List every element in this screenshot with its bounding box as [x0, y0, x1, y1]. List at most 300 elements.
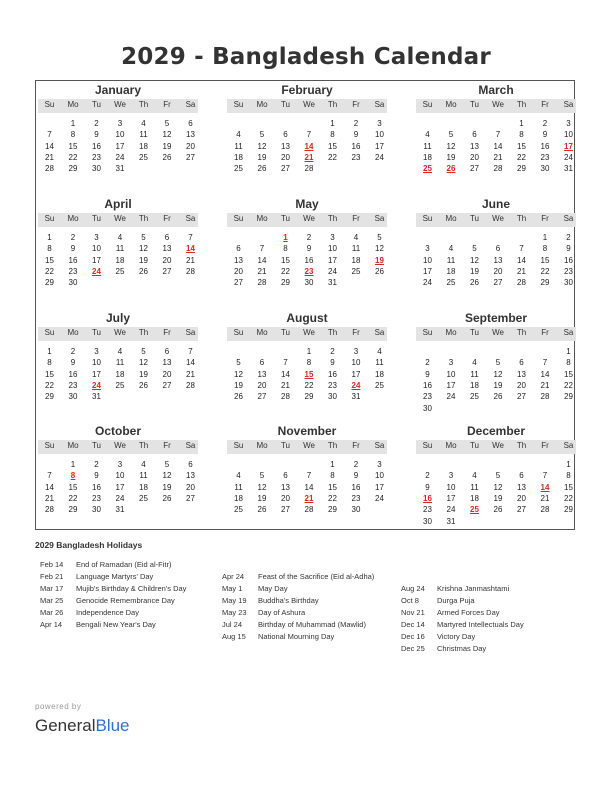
day-cell: 9 [70, 358, 76, 368]
holiday-date: Jul 24 [222, 620, 243, 629]
day-cell: 6 [164, 233, 170, 242]
weekday-label: We [492, 441, 504, 450]
holiday-day-cell: 21 [304, 493, 314, 503]
day-cell: 10 [115, 471, 125, 481]
day-cell: 14 [257, 255, 267, 265]
day-cell: 2 [353, 460, 359, 469]
day-cell: 30 [68, 392, 78, 402]
day-cell: 10 [446, 482, 456, 492]
weekday-label: Tu [280, 328, 291, 337]
weekday-header [38, 327, 198, 341]
day-cell: 25 [234, 505, 243, 515]
day-cell: 20 [162, 369, 172, 379]
weekday-label: Su [233, 441, 244, 450]
day-cell: 6 [188, 460, 193, 469]
day-cell: 28 [186, 266, 195, 276]
day-cell: 4 [425, 130, 430, 140]
day-cell: 4 [236, 471, 241, 481]
day-cell: 26 [257, 505, 267, 515]
day-cell: 25 [139, 152, 148, 162]
weekday-label: Th [138, 441, 149, 450]
day-cell: 14 [517, 255, 526, 265]
day-cell: 17 [115, 141, 125, 151]
day-cell: 17 [92, 255, 101, 265]
weekday-label: Su [233, 100, 244, 109]
weekday-label: Tu [469, 214, 480, 223]
day-cell: 5 [377, 233, 382, 242]
day-cell: 25 [234, 164, 243, 174]
day-cell: 28 [493, 164, 503, 174]
day-cell: 25 [115, 266, 125, 276]
holiday-date: Aug 24 [401, 584, 425, 593]
day-cell: 1 [519, 119, 524, 128]
day-cell: 5 [236, 358, 241, 368]
page-title: 2029 - Bangladesh Calendar [121, 44, 491, 70]
day-cell: 16 [68, 369, 78, 379]
holiday-name: Birthday of Muhammad (Mawlid) [258, 620, 366, 629]
weekday-label: We [492, 328, 504, 337]
weekday-header [416, 99, 576, 113]
holiday-day-cell: 19 [375, 255, 384, 265]
day-cell: 18 [234, 493, 243, 503]
day-cell: 11 [423, 141, 432, 151]
day-cell: 21 [186, 255, 195, 265]
day-cell: 20 [162, 255, 172, 265]
day-cell: 7 [259, 244, 265, 254]
holiday-day-cell: 21 [304, 152, 314, 162]
weekday-label: Th [327, 100, 338, 109]
weekday-label: We [492, 214, 504, 223]
day-cell: 28 [281, 392, 290, 402]
day-cell: 20 [281, 152, 290, 162]
day-cell: 3 [94, 347, 99, 356]
day-cell: 8 [566, 471, 571, 481]
day-cell: 10 [92, 358, 101, 368]
day-cell: 19 [139, 255, 148, 265]
day-cell: 7 [283, 358, 288, 368]
day-cell: 15 [45, 255, 54, 265]
weekday-label: Mo [256, 214, 268, 223]
day-cell: 21 [540, 380, 550, 390]
day-cell: 16 [68, 255, 78, 265]
day-cell: 7 [47, 130, 52, 140]
day-cell: 13 [281, 141, 290, 151]
day-cell: 22 [45, 380, 54, 390]
day-cell: 26 [162, 493, 172, 503]
weekday-label: Th [138, 328, 149, 337]
weekday-header [227, 213, 387, 227]
day-cell: 31 [351, 392, 361, 402]
day-cell: 27 [493, 278, 503, 288]
day-cell: 16 [540, 141, 550, 151]
day-cell: 16 [351, 141, 361, 151]
day-cell: 20 [517, 493, 526, 503]
day-cell: 9 [306, 244, 312, 254]
day-cell: 10 [351, 358, 361, 368]
weekday-label: Sa [185, 100, 196, 109]
month-name: February [281, 83, 333, 97]
day-cell: 30 [423, 403, 432, 413]
day-cell: 15 [281, 255, 290, 265]
holiday-day-cell: 14 [540, 482, 550, 492]
weekday-header [38, 440, 198, 454]
day-cell: 29 [281, 278, 290, 288]
holiday-name: National Mourning Day [258, 632, 335, 641]
weekday-label: Mo [256, 100, 268, 109]
weekday-label: Mo [445, 328, 457, 337]
weekday-label: Fr [352, 441, 360, 450]
day-cell: 3 [353, 347, 359, 356]
day-cell: 11 [470, 369, 479, 379]
weekday-label: We [114, 214, 126, 223]
weekday-label: Th [516, 100, 527, 109]
holiday-day-cell: 16 [423, 493, 432, 503]
weekday-label: Fr [163, 328, 171, 337]
day-cell: 9 [566, 244, 571, 254]
day-cell: 13 [517, 482, 526, 492]
day-cell: 7 [306, 130, 312, 140]
weekday-header [416, 213, 576, 227]
day-cell: 18 [446, 266, 456, 276]
day-cell: 2 [330, 347, 335, 356]
day-cell: 18 [375, 369, 384, 379]
weekday-label: Fr [541, 100, 549, 109]
day-cell: 3 [566, 119, 571, 128]
day-cell: 7 [542, 358, 548, 368]
holiday-day-cell: 24 [351, 380, 361, 390]
holiday-day-cell: 17 [564, 141, 573, 151]
day-cell: 15 [68, 482, 78, 492]
holiday-day-cell: 23 [304, 266, 314, 276]
day-cell: 26 [139, 380, 148, 390]
day-cell: 13 [234, 255, 243, 265]
day-cell: 26 [139, 266, 148, 276]
day-cell: 12 [375, 244, 384, 254]
day-cell: 11 [375, 358, 384, 368]
day-cell: 27 [470, 164, 479, 174]
day-cell: 22 [68, 493, 78, 503]
day-cell: 17 [375, 141, 384, 151]
day-cell: 28 [540, 392, 550, 402]
day-cell: 30 [540, 164, 550, 174]
day-cell: 31 [92, 392, 101, 402]
holiday-name: Independence Day [76, 608, 139, 617]
holiday-date: May 23 [222, 608, 247, 617]
day-cell: 12 [493, 482, 503, 492]
weekday-label: Th [327, 328, 338, 337]
holiday-name: Martyred Intellectuals Day [437, 620, 524, 629]
day-cell: 15 [68, 141, 78, 151]
day-cell: 5 [164, 119, 170, 128]
day-cell: 28 [540, 505, 550, 515]
day-cell: 7 [306, 471, 312, 481]
day-cell: 30 [328, 392, 337, 402]
day-cell: 29 [517, 164, 526, 174]
day-cell: 4 [141, 119, 146, 128]
day-cell: 25 [446, 278, 456, 288]
weekday-label: Su [422, 441, 433, 450]
weekday-label: Su [233, 328, 244, 337]
day-cell: 8 [47, 358, 52, 368]
day-cell: 14 [304, 482, 314, 492]
day-cell: 22 [540, 266, 550, 276]
holiday-date: Oct 8 [401, 596, 419, 605]
day-cell: 18 [234, 152, 243, 162]
day-cell: 12 [139, 358, 148, 368]
day-cell: 8 [330, 471, 335, 481]
day-cell: 29 [304, 392, 314, 402]
holiday-name: End of Ramadan (Eid al-Fitr) [76, 560, 172, 569]
holiday-name: Armed Forces Day [437, 608, 500, 617]
day-cell: 19 [257, 152, 267, 162]
day-cell: 27 [234, 278, 243, 288]
day-cell: 21 [281, 380, 290, 390]
month-name: July [105, 311, 130, 325]
holiday-date: Dec 25 [401, 644, 425, 653]
day-cell: 5 [472, 244, 477, 254]
day-cell: 25 [351, 266, 361, 276]
day-cell: 10 [375, 130, 384, 140]
day-cell: 17 [375, 482, 384, 492]
day-cell: 8 [283, 244, 288, 254]
day-cell: 6 [283, 471, 288, 481]
day-cell: 6 [188, 119, 193, 128]
day-cell: 9 [353, 130, 359, 140]
day-cell: 31 [115, 164, 125, 174]
weekday-label: Tu [469, 328, 480, 337]
day-cell: 24 [564, 152, 573, 162]
day-cell: 13 [517, 369, 526, 379]
day-cell: 24 [446, 505, 456, 515]
weekday-label: Sa [185, 214, 196, 223]
day-cell: 4 [141, 460, 146, 469]
holidays-title: 2029 Bangladesh Holidays [35, 540, 143, 550]
day-cell: 16 [423, 380, 432, 390]
day-cell: 3 [377, 460, 382, 469]
weekday-label: We [492, 100, 504, 109]
day-cell: 4 [472, 358, 477, 368]
holiday-name: Genocide Remembrance Day [76, 596, 175, 605]
weekday-label: We [114, 441, 126, 450]
day-cell: 8 [566, 358, 571, 368]
day-cell: 2 [70, 347, 76, 356]
weekday-label: Th [138, 100, 149, 109]
day-cell: 23 [92, 152, 101, 162]
day-cell: 26 [257, 164, 267, 174]
day-cell: 17 [351, 369, 361, 379]
day-cell: 21 [540, 493, 550, 503]
day-cell: 11 [139, 130, 148, 140]
day-cell: 20 [470, 152, 479, 162]
weekday-label: Mo [67, 441, 79, 450]
day-cell: 11 [139, 471, 148, 481]
holiday-name: Bengali New Year's Day [76, 620, 156, 629]
brand-blue: Blue [95, 716, 130, 735]
day-cell: 2 [353, 119, 359, 128]
day-cell: 9 [542, 130, 548, 140]
day-cell: 23 [540, 152, 550, 162]
day-cell: 24 [375, 152, 384, 162]
day-cell: 22 [328, 493, 337, 503]
weekday-label: Tu [469, 441, 480, 450]
day-cell: 29 [564, 505, 573, 515]
day-cell: 1 [566, 347, 571, 356]
holiday-date: Aug 15 [222, 632, 246, 641]
day-cell: 29 [45, 278, 54, 288]
day-cell: 30 [92, 505, 101, 515]
weekday-label: Su [44, 214, 55, 223]
day-cell: 25 [115, 380, 125, 390]
holiday-date: Feb 21 [40, 572, 64, 581]
day-cell: 22 [281, 266, 290, 276]
day-cell: 20 [186, 141, 195, 151]
day-cell: 3 [117, 460, 123, 469]
day-cell: 13 [162, 244, 172, 254]
weekday-label: We [303, 214, 315, 223]
brand-general: General [35, 716, 96, 735]
holiday-name: Durga Puja [437, 596, 475, 605]
holiday-name: Christmas Day [437, 644, 487, 653]
weekday-label: Sa [563, 441, 574, 450]
day-cell: 28 [304, 505, 314, 515]
generalblue-logo[interactable] [35, 716, 130, 736]
day-cell: 29 [68, 164, 78, 174]
weekday-label: Sa [374, 328, 385, 337]
day-cell: 27 [186, 493, 195, 503]
day-cell: 31 [564, 164, 573, 174]
weekday-label: Su [44, 100, 55, 109]
day-cell: 13 [186, 130, 195, 140]
day-cell: 8 [330, 130, 335, 140]
day-cell: 27 [162, 266, 172, 276]
day-cell: 29 [540, 278, 550, 288]
day-cell: 12 [446, 141, 456, 151]
weekday-label: Sa [563, 328, 574, 337]
day-cell: 23 [351, 152, 361, 162]
weekday-label: Mo [67, 328, 79, 337]
weekday-label: Sa [374, 441, 385, 450]
day-cell: 10 [446, 369, 456, 379]
weekday-label: Fr [163, 100, 171, 109]
month-name: November [277, 424, 337, 438]
holiday-name: Feast of the Sacrifice (Eid al-Adha) [258, 572, 375, 581]
weekday-label: Fr [352, 328, 360, 337]
weekday-label: Su [44, 328, 55, 337]
day-cell: 19 [139, 369, 148, 379]
weekday-label: Fr [541, 214, 549, 223]
weekday-label: Mo [256, 328, 268, 337]
day-cell: 18 [115, 255, 125, 265]
day-cell: 12 [493, 369, 503, 379]
day-cell: 24 [375, 493, 384, 503]
weekday-label: Fr [352, 100, 360, 109]
day-cell: 1 [330, 460, 335, 469]
day-cell: 27 [281, 505, 290, 515]
day-cell: 21 [517, 266, 526, 276]
day-cell: 1 [70, 460, 76, 469]
day-cell: 27 [517, 392, 526, 402]
holiday-date: Nov 21 [401, 608, 425, 617]
day-cell: 1 [70, 119, 76, 128]
day-cell: 6 [164, 347, 170, 356]
day-cell: 3 [448, 471, 454, 481]
holiday-date: Mar 26 [40, 608, 64, 617]
weekday-label: Fr [163, 441, 171, 450]
day-cell: 28 [45, 505, 54, 515]
day-cell: 10 [328, 244, 337, 254]
day-cell: 19 [162, 141, 172, 151]
day-cell: 2 [94, 119, 99, 128]
day-cell: 5 [495, 358, 501, 368]
weekday-label: We [303, 441, 315, 450]
weekday-label: Fr [352, 214, 360, 223]
day-cell: 10 [423, 255, 432, 265]
weekday-label: Sa [374, 100, 385, 109]
day-cell: 17 [423, 266, 432, 276]
day-cell: 16 [92, 482, 101, 492]
day-cell: 19 [162, 482, 172, 492]
weekday-label: Mo [67, 214, 79, 223]
month-name: May [295, 197, 319, 211]
powered-by-text: powered by [35, 702, 82, 711]
day-cell: 14 [493, 141, 503, 151]
weekday-label: Su [233, 214, 244, 223]
day-cell: 15 [328, 482, 337, 492]
day-cell: 19 [493, 493, 503, 503]
day-cell: 16 [328, 369, 337, 379]
day-cell: 2 [70, 233, 76, 242]
day-cell: 1 [542, 233, 548, 242]
day-cell: 25 [139, 493, 148, 503]
day-cell: 7 [542, 471, 548, 481]
day-cell: 26 [470, 278, 479, 288]
day-cell: 7 [188, 347, 193, 356]
day-cell: 6 [259, 358, 265, 368]
day-cell: 1 [306, 347, 312, 356]
day-cell: 10 [115, 130, 125, 140]
day-cell: 20 [186, 482, 195, 492]
weekday-label: Su [422, 100, 433, 109]
weekday-label: We [303, 100, 315, 109]
day-cell: 2 [542, 119, 548, 128]
day-cell: 7 [188, 233, 193, 242]
day-cell: 20 [517, 380, 526, 390]
day-cell: 23 [68, 266, 78, 276]
day-cell: 18 [139, 141, 148, 151]
day-cell: 17 [92, 369, 101, 379]
day-cell: 9 [425, 482, 430, 492]
holiday-day-cell: 24 [92, 266, 101, 276]
day-cell: 25 [375, 380, 384, 390]
day-cell: 19 [234, 380, 243, 390]
weekday-label: Tu [280, 100, 291, 109]
day-cell: 4 [377, 347, 382, 356]
day-cell: 10 [564, 130, 573, 140]
day-cell: 4 [472, 471, 477, 481]
day-cell: 12 [257, 482, 267, 492]
day-cell: 19 [493, 380, 503, 390]
day-cell: 27 [281, 164, 290, 174]
day-cell: 11 [351, 244, 361, 254]
day-cell: 24 [115, 152, 125, 162]
day-cell: 4 [117, 233, 123, 242]
day-cell: 30 [304, 278, 314, 288]
holiday-name: Krishna Janmashtami [437, 584, 510, 593]
weekday-label: Tu [469, 100, 480, 109]
weekday-label: Th [327, 214, 338, 223]
weekday-label: Sa [374, 214, 385, 223]
holiday-date: Feb 14 [40, 560, 64, 569]
